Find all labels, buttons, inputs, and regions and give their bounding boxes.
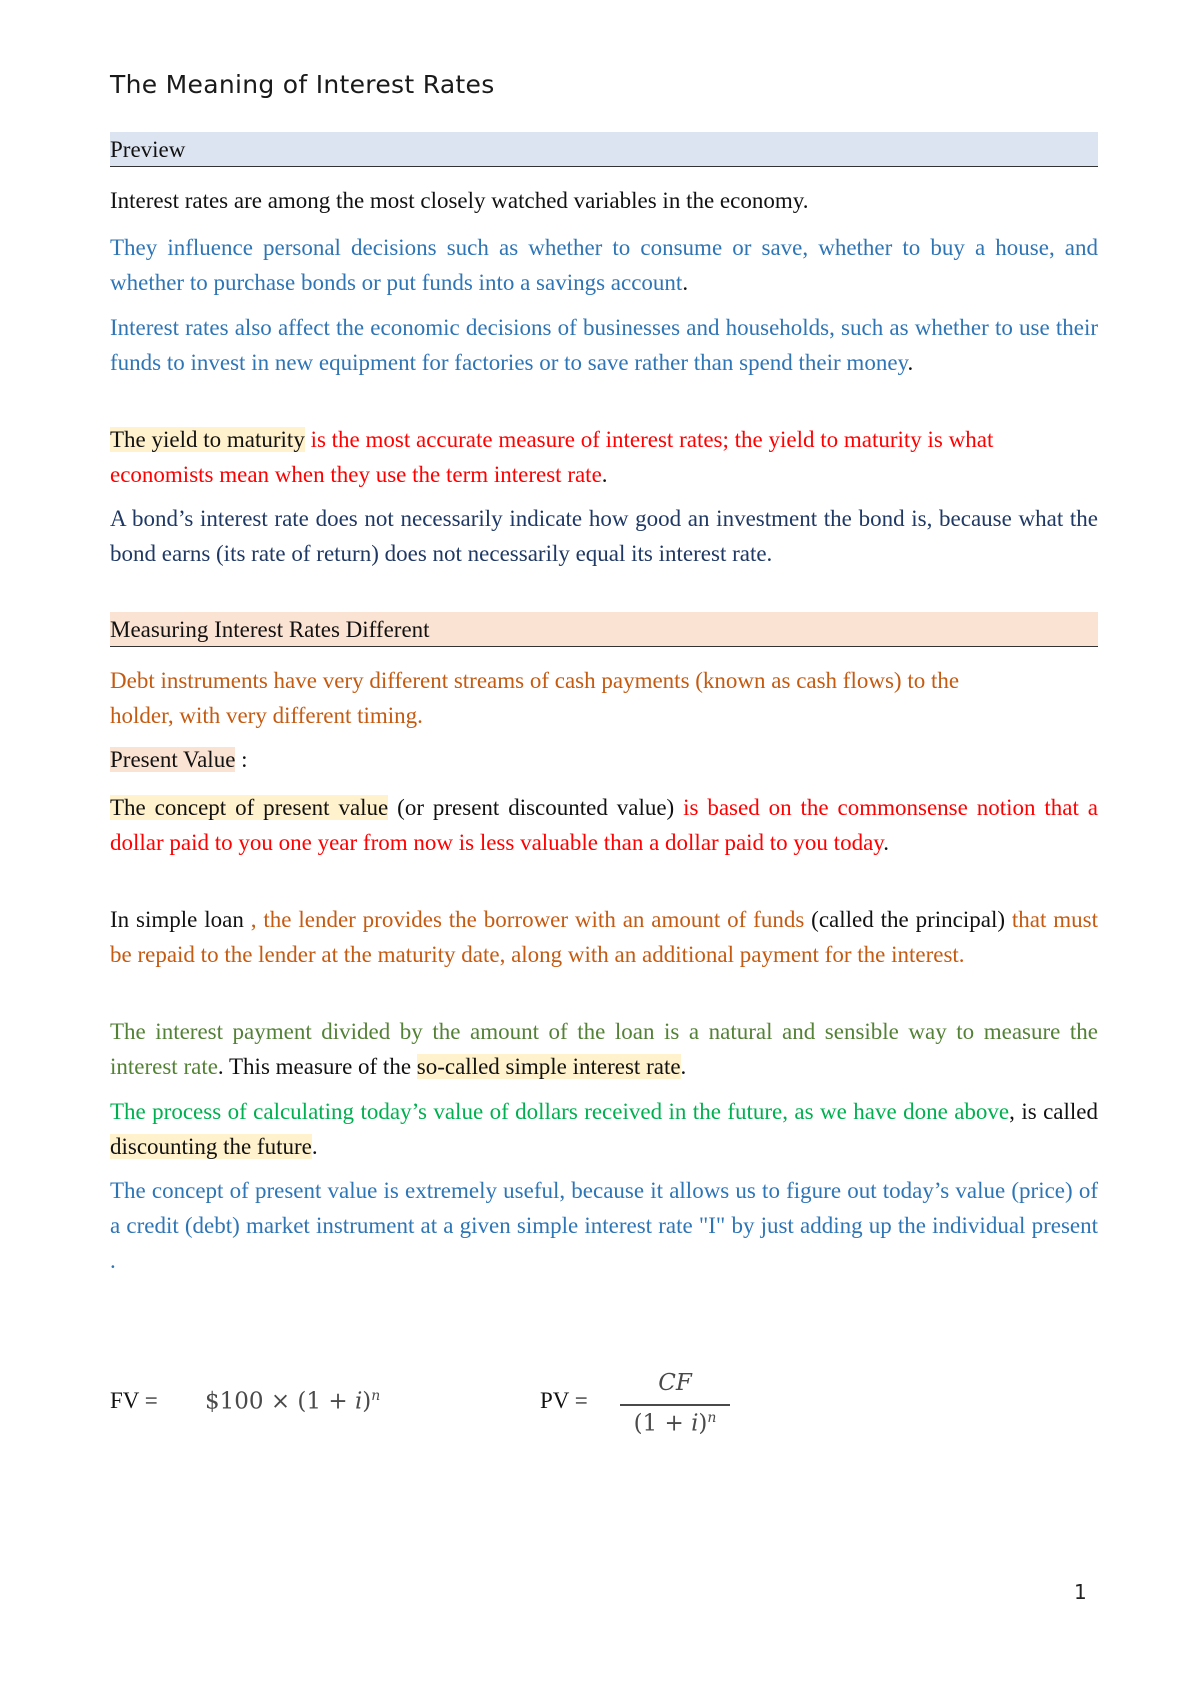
paragraph-text: In simple loan	[110, 907, 251, 932]
pv-den-expression: (1 +	[633, 1410, 692, 1437]
paragraph-text: They influence personal decisions such as whether to consume or save, whether to buy a house, and whether to purchase bonds or put funds into a savings account	[110, 235, 1098, 295]
paragraph-text: is based on the commonsense notion that a dollar paid to you one year from now is less valuable than a dollar paid to you today	[110, 795, 1098, 855]
paragraph-text: Interest rates are among the most closely watched variables in the economy.	[110, 188, 809, 213]
label-colon: :	[235, 747, 248, 772]
pv-close-paren: )	[698, 1410, 708, 1437]
paragraph-text: , is called	[1009, 1099, 1099, 1124]
highlighted-term: so-called simple interest rate	[416, 1054, 681, 1079]
paragraph-present-value-useful	[110, 1173, 1098, 1278]
present-value-label: Present Value	[110, 747, 236, 772]
pv-label: PV =	[540, 1388, 588, 1413]
pv-rate-symbol: i	[691, 1410, 699, 1437]
paragraph-text: (called the principal)	[804, 907, 1006, 932]
paragraph-interest-rates-watched	[110, 183, 1098, 218]
paragraph-simple-loan	[110, 902, 1098, 972]
fv-exponent: n	[371, 1388, 381, 1404]
pv-fraction	[620, 1370, 730, 1436]
highlighted-term: discounting the future	[110, 1134, 312, 1159]
paragraph-text: A bond’s interest rate does not necessarily indicate how good an investment the bond is, because what the bond earns (its rate of return) does not necessarily equal its interest rate.	[110, 506, 1098, 566]
paragraph-period: .	[311, 1134, 318, 1159]
pv-numerator: CF	[658, 1370, 692, 1396]
fv-close-paren: )	[362, 1388, 372, 1415]
paragraph-present-value-label	[110, 742, 1098, 777]
paragraph-business-decisions	[110, 310, 1098, 380]
paragraph-period: .	[680, 1054, 687, 1079]
paragraph-discounting	[110, 1094, 1098, 1164]
page-title: The Meaning of Interest Rates	[110, 70, 495, 99]
pv-denominator	[620, 1410, 730, 1437]
fraction-bar	[620, 1404, 730, 1406]
paragraph-present-value-concept	[110, 790, 1098, 860]
pv-exponent: n	[707, 1409, 717, 1426]
paragraph-text: The concept of present value is extremely useful, because it allows us to figure out today’s value (price) of a credit (debt) market instrument at a given simple interest rate "I" by just adding up the individual present .	[110, 1178, 1098, 1273]
paragraph-simple-interest-rate	[110, 1014, 1098, 1084]
paragraph-period: .	[883, 830, 890, 855]
paragraph-text: The process of calculating today’s value of dollars received in the future, as we have done above	[110, 1099, 1010, 1124]
paragraph-text: Debt instruments have very different streams of cash payments (known as cash flows) to the holder, with very different timing.	[110, 668, 960, 728]
paragraph-text: (or present discounted value)	[388, 795, 684, 820]
paragraph-debt-instruments	[110, 663, 1010, 733]
paragraph-text: The interest payment divided by the amount of the loan is a natural and sensible way to measure the interest rate	[110, 1019, 1098, 1079]
highlighted-term: The concept of present value	[110, 795, 389, 820]
paragraph-personal-decisions	[110, 230, 1098, 300]
formula-row	[110, 1370, 1098, 1470]
paragraph-text: is the most accurate measure of interest rates; the yield to maturity is what economists mean when they use the term interest rate	[110, 427, 994, 487]
paragraph-period: .	[907, 350, 914, 375]
highlighted-term: The yield to maturity	[110, 427, 305, 452]
fv-label: FV =	[110, 1388, 158, 1413]
page-number: 1	[1074, 1580, 1087, 1604]
paragraph-text: , the lender provides the borrower with an amount of funds	[250, 907, 805, 932]
paragraph-period: .	[682, 270, 689, 295]
paragraph-text: . This measure of the	[217, 1054, 417, 1079]
section-heading-measuring: Measuring Interest Rates Different	[110, 612, 1098, 647]
fv-rate-symbol: i	[354, 1388, 363, 1415]
paragraph-bond-interest-rate	[110, 501, 1098, 571]
paragraph-text: that must be repaid to the lender at the maturity date, along with an additional payment for the interest.	[110, 907, 1098, 967]
paragraph-period: .	[601, 462, 608, 487]
fv-expression: $100 × (1 +	[205, 1388, 355, 1415]
fv-formula	[205, 1388, 380, 1415]
paragraph-yield-to-maturity	[110, 422, 1010, 492]
paragraph-text: Interest rates also affect the economic decisions of businesses and households, such as whether to use their funds to invest in new equipment for factories or to save rather than spend their money	[110, 315, 1098, 375]
section-heading-preview: Preview	[110, 132, 1098, 167]
